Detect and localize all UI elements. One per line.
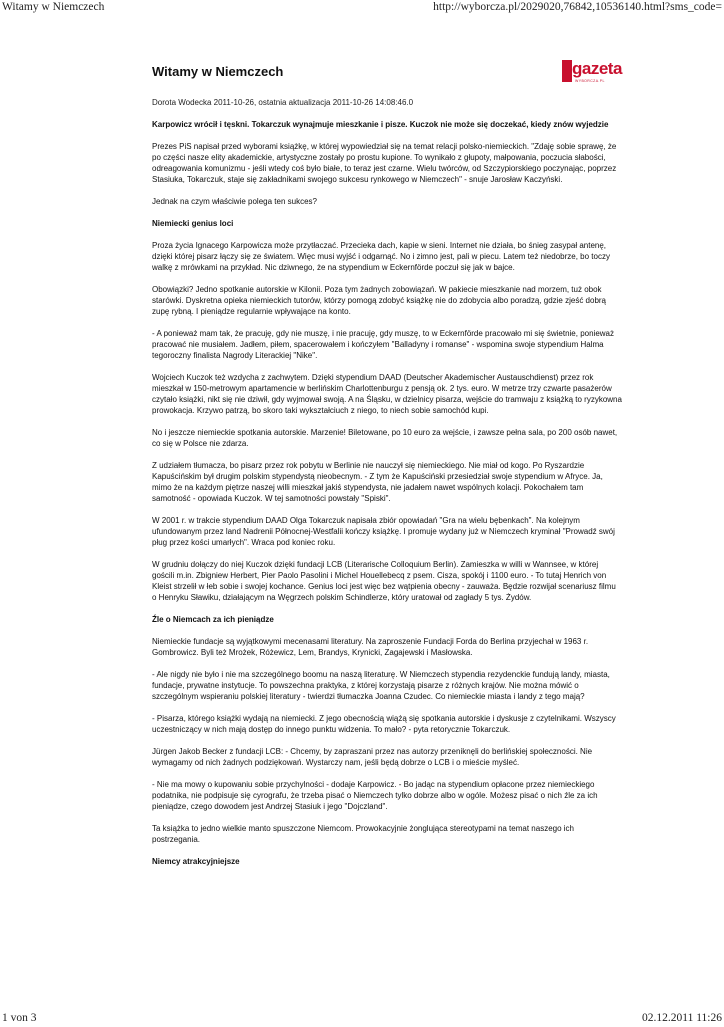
paragraph: Obowiązki? Jedno spotkanie autorskie w Kilonii. Poza tym żadnych zobowiązań. W pakiecie mieszkanie nad morzem, tuż obok starówki. Dyskretna opieka niemieckich tutorów, którzy pomogą zdobyć książkę nie do zdobycia albo poradzą, gdzie zjeść dobrą zupę rybną. I pieniądze regularnie wpływające na konto. — [152, 285, 607, 316]
print-header-url: http://wyborcza.pl/2029020,76842,10536140.html?sms_code= — [433, 1, 722, 13]
print-footer — [0, 1011, 724, 1027]
paragraph: - Nie ma mowy o kupowaniu sobie przychylności - dodaje Karpowicz. - Bo jadąc na stypendium opłacone przez niemieckiego podatnika, nie podpisuje się cyrografu, że trzeba pisać o Niemczech tylko dobrze albo w ogóle. Możesz pisać o nich źle za ich pieniądze, czego dowodem jest Andrzej Stasiuk i jego "Dojczland". — [152, 780, 598, 811]
article-title: Witamy w Niemczech — [152, 64, 284, 79]
logo-red-box — [562, 60, 572, 82]
paragraph: Jürgen Jakob Becker z fundacji LCB: - Chcemy, by zapraszani przez nas autorzy przeniknęli do berlińskiej społeczności. Nie wymagamy od nich żadnych podziękowań. Wystarczy nam, jeśli będą dobrze o LCB i o mieście myśleć. — [152, 747, 593, 767]
paragraph: Ta książka to jedno wielkie manto spuszczone Niemcom. Prowokacyjnie żonglująca stereotypami na temat naszego ich postrzegania. — [152, 824, 574, 844]
article-body — [152, 141, 622, 867]
paragraph: - Pisarza, którego książki wydają na niemiecki. Z jego obecnością wiążą się spotkania autorskie i dyskusje z czytelnikami. Wszyscy uczestniczący w nich mają dostęp do innego punktu widzenia. To mało? - pyta retorycznie Tokarczuk. — [152, 714, 616, 734]
logo-subword: WYBORCZA.PL — [575, 79, 605, 83]
print-footer-datetime: 02.12.2011 11:26 — [642, 1012, 722, 1024]
paragraph: Jednak na czym właściwie polega ten sukces? — [152, 197, 317, 206]
paragraph: W 2001 r. w trakcie stypendium DAAD Olga Tokarczuk napisała zbiór opowiadań "Gra na wielu bębenkach". Na kolejnym ufundowanym przez land Nadrenii Północnej-Westfalii kończy książkę. I promuje wydany już w Niemczech kryminał "Prowadź swój pług przez kości umarłych". Wraca pod koniec roku. — [152, 516, 615, 547]
section-heading: Niemcy atrakcyjniejsze — [152, 857, 240, 866]
section-heading: Niemiecki genius loci — [152, 219, 234, 228]
print-header — [0, 0, 724, 16]
paragraph: - Ale nigdy nie było i nie ma szczególnego boomu na naszą literaturę. W Niemczech stypendia rezydenckie fundują landy, miasta, fundacje, prywatne instytucje. To powszechna praktyka, z której korzystają pisarze z różnych krajów. Nie można mówić o szczególnym wspieraniu polskiej literatury - twierdzi tłumaczka Joanna Czudec. Co niemieckie miasta i landy z tego mają? — [152, 670, 610, 701]
logo-word: gazeta — [572, 59, 622, 78]
paragraph: Niemieckie fundacje są wyjątkowymi mecenasami literatury. Na zaproszenie Fundacji Forda do Berlina przyjechał w 1963 r. Gombrowicz. Byli też Mrożek, Różewicz, Lem, Brandys, Krynicki, Zagajewski i Masłowska. — [152, 637, 589, 657]
print-header-title: Witamy w Niemczech — [2, 1, 105, 13]
paragraph: Wojciech Kuczok też wzdycha z zachwytem. Dzięki stypendium DAAD (Deutscher Akademischer Austauschdienst) przez rok mieszkał w 150-metrowym apartamencie w berlińskim Charlottenburgu z pensją ok. 2 tys. euro. W metrze trzy czwarte pasażerów czytało książki, nikt się nie dziwił, gdy wyjmował swoją. A na Śląsku, w dzielnicy pisarza, wejście do tramwaju z książką to ryzykowna prowokacja. Krzywo patrzą, bo skoro taki wykształciuch z niego, to niech sobie samochód kupi. — [152, 373, 622, 415]
paragraph: Z udziałem tłumacza, bo pisarz przez rok pobytu w Berlinie nie nauczył się niemieckiego. Nie miał od kogo. Po Ryszardzie Kapuścińskim był drugim polskim stypendystą nieobecnym. - Z tym że Kapuściński przesiedział swoje stypendium w Afryce. Ja, mimo że na każdym piętrze naszej willi mieszkał jakiś stypendysta, nie jadałem nawet wspólnych kolacji. Pokochałem tam samotność - opowiada Kuczok. W tej samotności powstały "Spiski". — [152, 461, 603, 503]
paragraph: W grudniu dołączy do niej Kuczok dzięki fundacji LCB (Literarische Colloquium Berlin). Zamieszka w willi w Wannsee, w której gościli m.in. Zbigniew Herbert, Pier Paolo Pasolini i Michel Houellebecq z psem. Cisza, spokój i 1100 euro. - To tutaj Henrich von Kleist strzelił w łeb sobie i swojej kochance. Genius loci jest więc bez wątpienia obecny - zauważa. Będzie rozwijał scenariusz filmu o Henryku Sławiku, działającym na Węgrzech polskim Schindlerze, który uratował od zagłady 5 tys. Żydów. — [152, 560, 616, 602]
print-footer-page-count: 1 von 3 — [2, 1012, 37, 1024]
article-lead: Karpowicz wrócił i tęskni. Tokarczuk wynajmuje mieszkanie i pisze. Kuczok nie może się doczekać, kiedy znów wyjedzie — [152, 120, 609, 129]
section-heading: Źle o Niemcach za ich pieniądze — [152, 615, 274, 624]
article-byline: Dorota Wodecka 2011-10-26, ostatnia aktualizacja 2011-10-26 14:08:46.0 — [152, 98, 414, 107]
gazeta-logo-icon — [562, 60, 620, 84]
paragraph: No i jeszcze niemieckie spotkania autorskie. Marzenie! Biletowane, po 10 euro za wejście, i zawsze pełna sala, po 200 osób nawet, co się w Polsce nie zdarza. — [152, 428, 618, 448]
paragraph: Prezes PiS napisał przed wyborami książkę, w której wypowiedział się na temat relacji polsko-niemieckich. "Zdaję sobie sprawę, że po części nasze elity akademickie, artystyczne zostały po prostu kupione. To wynikało z głupoty, małpowania, poczucia słabości, odreagowania komunizmu - jeśli wtedy coś było białe, to teraz jest czarne. Wielu twórców, od Szczypiorskiego poczynając, poprzez Stasiuka, Tokarczuk, staje się zakładnikami swojego sukcesu rynkowego w Niemczech" - snuje Jarosław Kaczyński. — [152, 142, 617, 184]
paragraph: - A ponieważ mam tak, że pracuję, gdy nie muszę, i nie pracuję, gdy muszę, to w Eckernförde pracowało mi się świetnie, ponieważ pracować nie musiałem. Jadłem, piłem, spacerowałem i kończyłem "Balladyny i romanse" - wspomina swoje stypendium Halma tegoroczny finalista Nagrody Literackiej "Nike". — [152, 329, 614, 360]
paragraph: Proza życia Ignacego Karpowicza może przytłaczać. Przecieka dach, kapie w sieni. Internet nie działa, bo śnieg zasypał antenę, dzięki której pisarz łączy się ze światem. Więc musi wyjść i odgarnąć. No i zimno jest, pali w piecu. Latem też niedobrze, bo toczy walkę z mrówkami na przykład. Nic dziwnego, że na stypendium w Eckernförde poczuł się jak w bajce. — [152, 241, 610, 272]
article — [152, 56, 622, 867]
title-row — [152, 56, 622, 96]
